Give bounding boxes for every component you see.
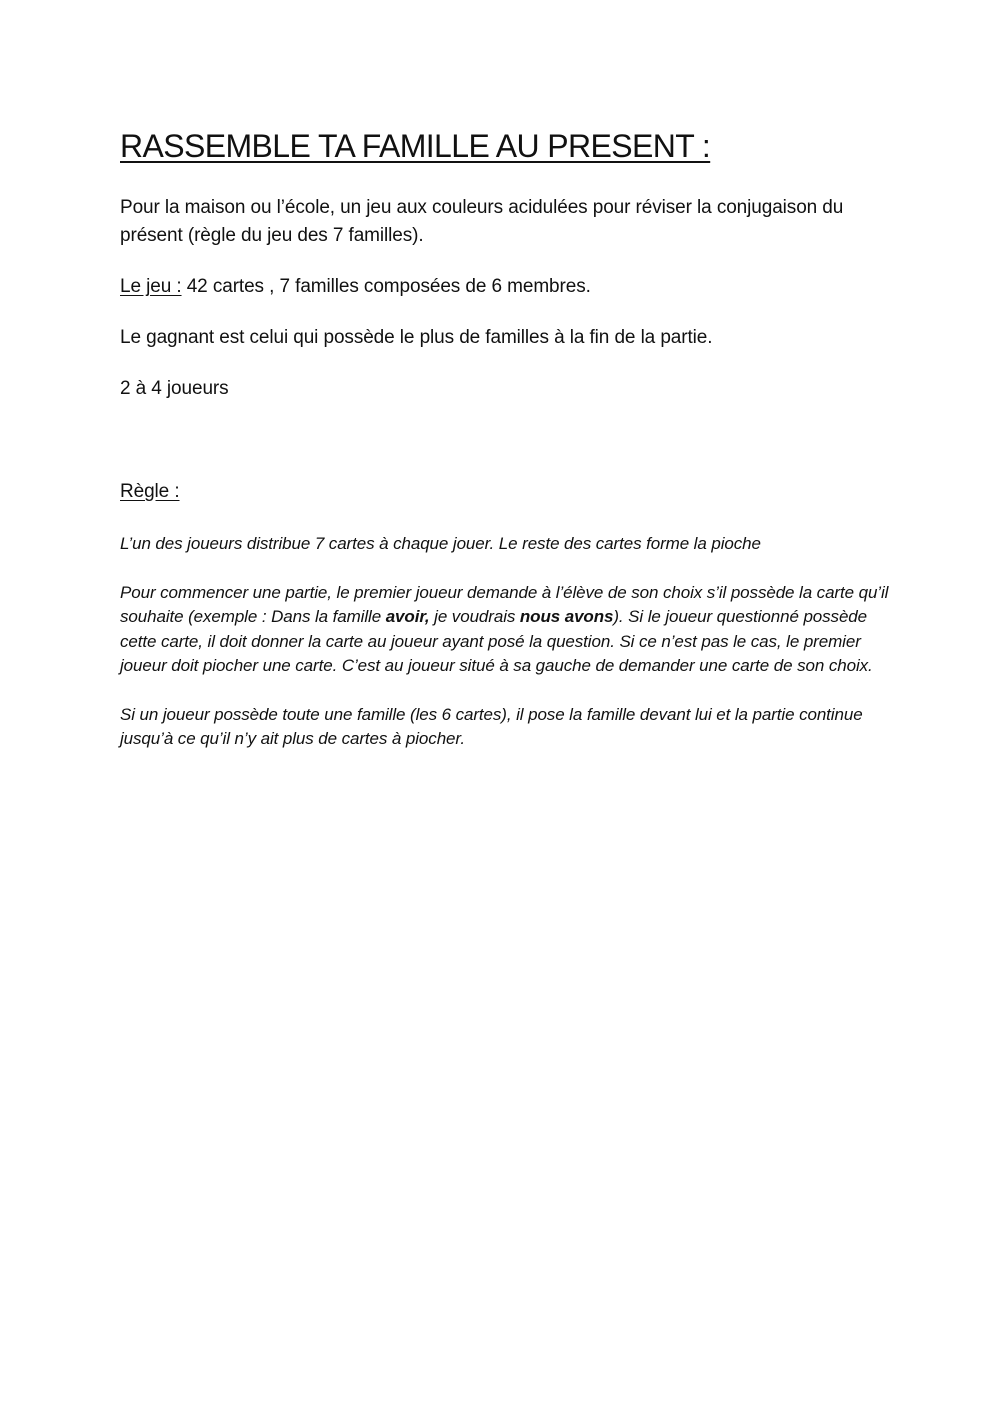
regle-heading-text: Règle : xyxy=(120,481,180,502)
jeu-paragraph xyxy=(120,273,890,301)
regle-paragraph-1: L’un des joueurs distribue 7 cartes à chaque jouer. Le reste des cartes forme la pioche xyxy=(120,534,761,553)
regle-2-text-3: ). Si le joueur questionné possède cette carte, il doit donner la carte au joueur ayant posé la question. Si ce n’est pas le cas, le premier joueur doit piocher une carte. C’est au joueur situé à sa gauche de demander une carte de son choix. xyxy=(120,607,873,675)
regle-2-text-2: je voudrais xyxy=(429,607,520,626)
regle-paragraph-2 xyxy=(120,581,890,679)
regle-heading xyxy=(120,478,890,506)
regle-2-text-1: Pour commencer une partie, le premier joueur demande à l’élève de son choix s’il possède la carte qu’il souhaite (exemple : Dans la famille xyxy=(120,582,889,626)
regle-2-bold-nous-avons: nous avons xyxy=(519,607,614,626)
regle-paragraph-3: Si un joueur possède toute une famille (les 6 cartes), il pose la famille devant lui et la partie continue jusqu’à ce qu’il n’y ait plus de cartes à piocher. xyxy=(120,704,863,748)
regle-2-bold-avoir: avoir, xyxy=(385,607,430,626)
jeu-text: 42 cartes , 7 familles composées de 6 membres. xyxy=(181,276,591,297)
jeu-label: Le jeu : xyxy=(120,276,182,297)
gagnant-paragraph: Le gagnant est celui qui possède le plus de familles à la fin de la partie. xyxy=(120,327,713,348)
joueurs-paragraph: 2 à 4 joueurs xyxy=(120,378,229,399)
intro-paragraph: Pour la maison ou l’école, un jeu aux couleurs acidulées pour réviser la conjugaison du présent (règle du jeu des 7 familles). xyxy=(120,197,844,246)
document-title: RASSEMBLE TA FAMILLE AU PRESENT : xyxy=(120,128,711,164)
document-content xyxy=(120,124,890,752)
